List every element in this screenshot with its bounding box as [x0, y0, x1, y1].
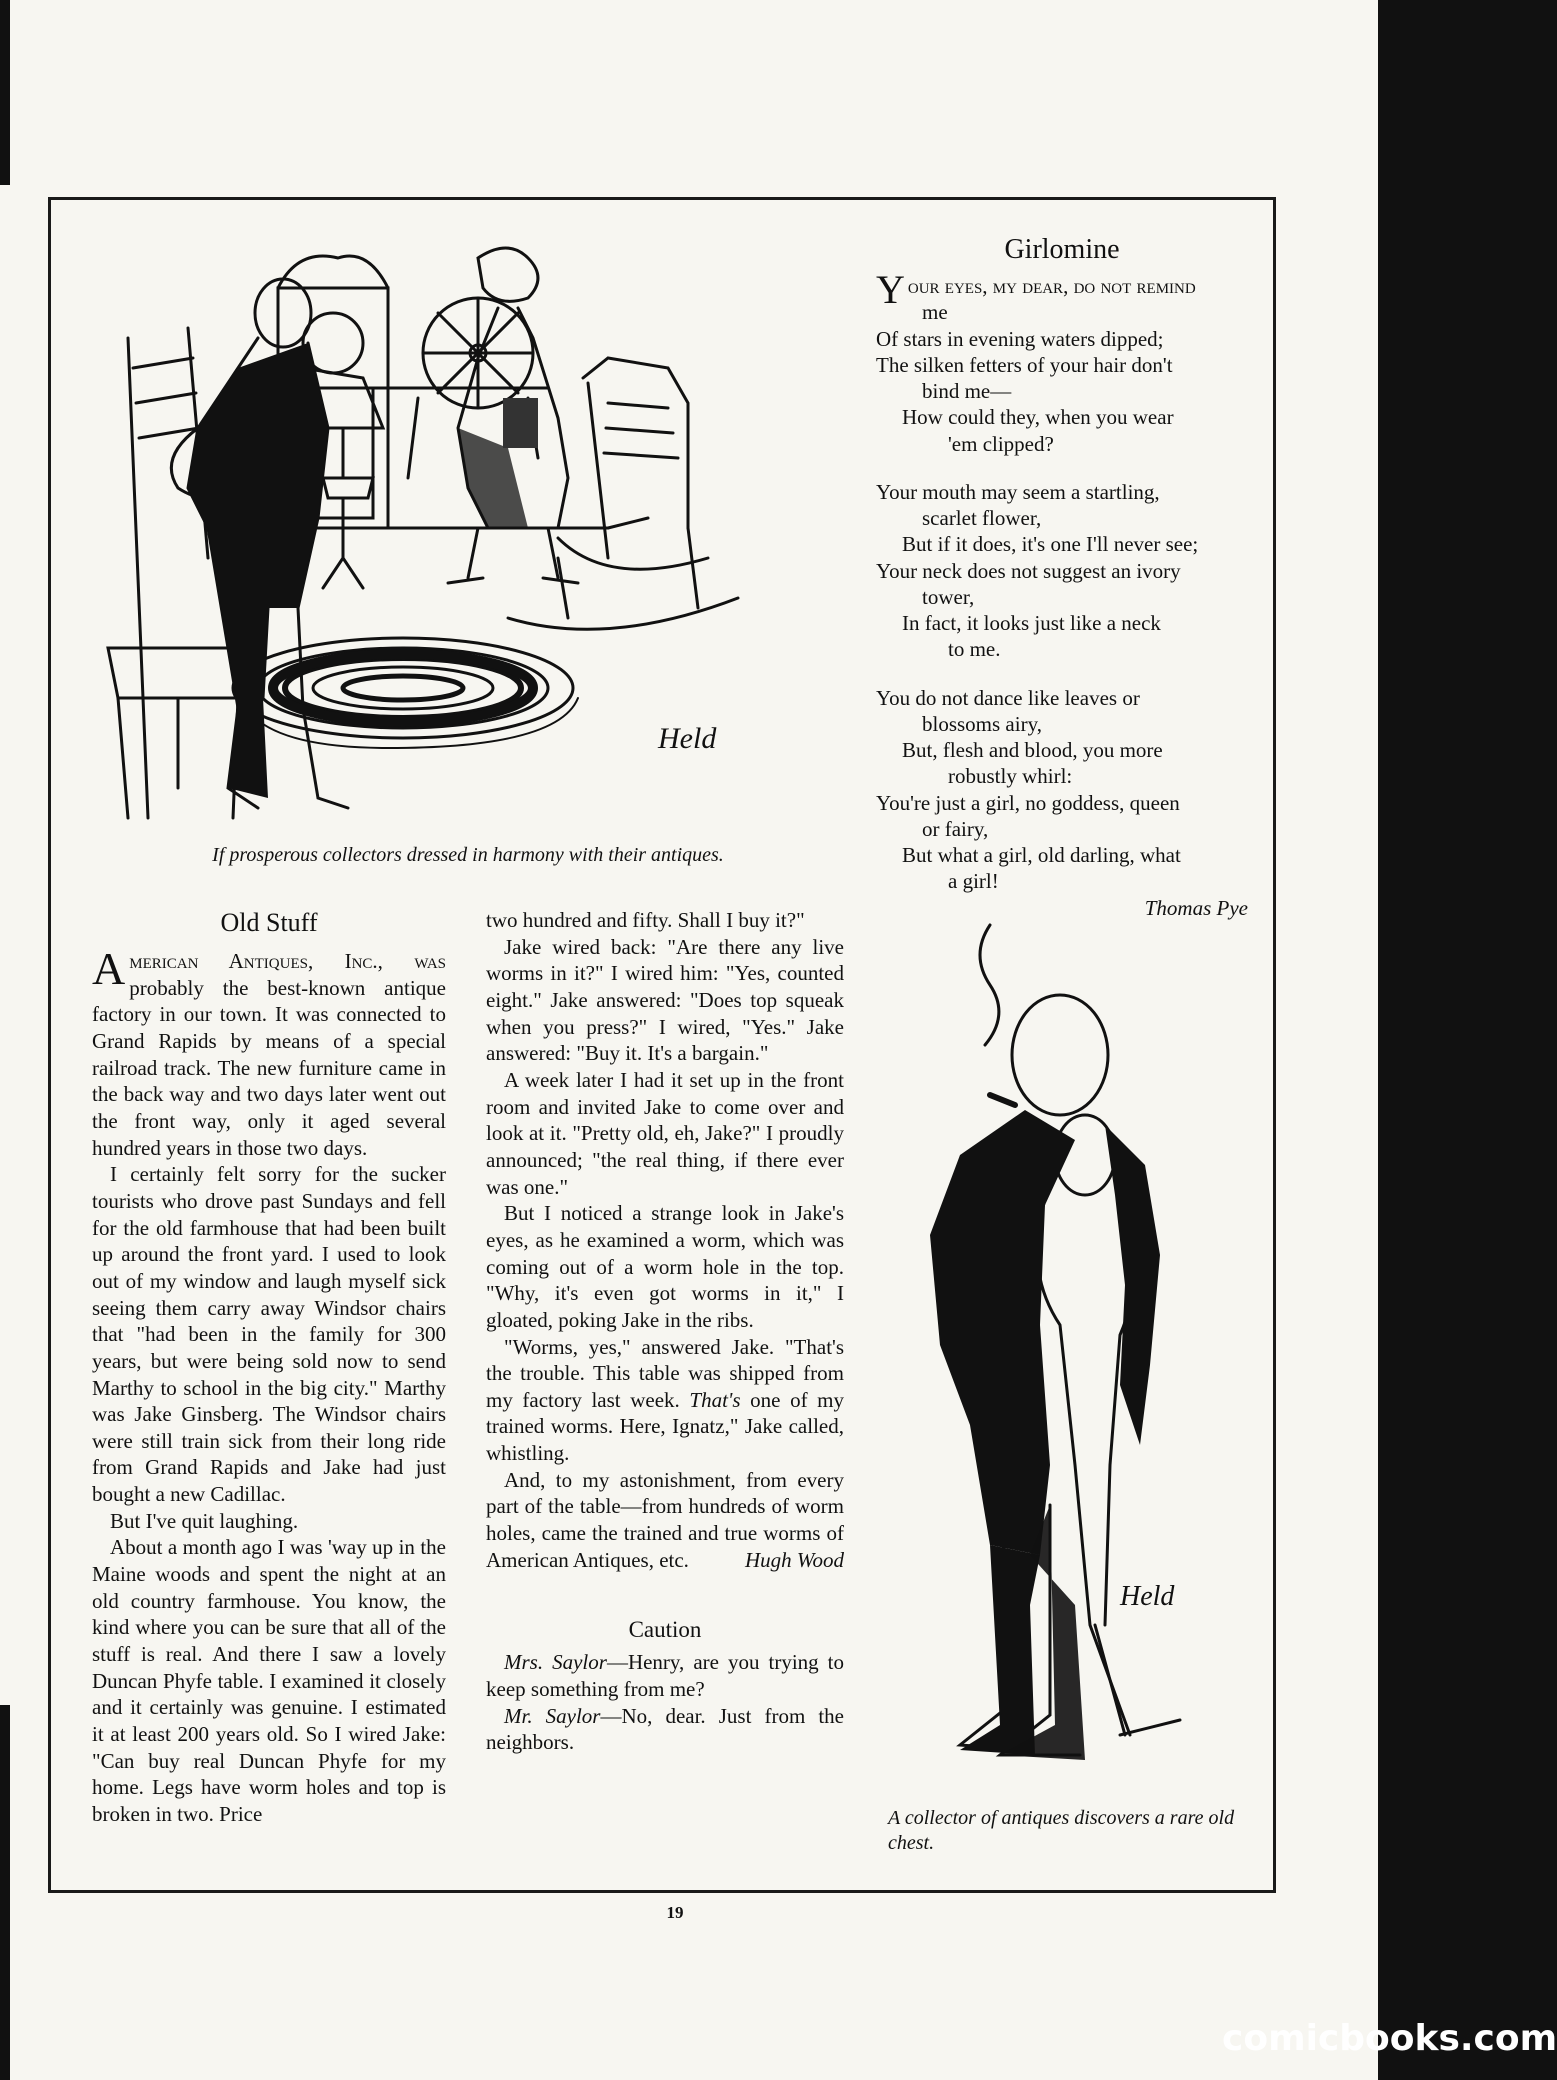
article-column-2 — [486, 907, 844, 1573]
poem-stanza — [876, 685, 1248, 895]
article-opening-paragraph — [92, 943, 446, 1161]
article-para-5: Jake wired back: "Are there any live worms in it?" I wired him: "Yes, counted eight." Jake answered: "Does top squeak when you press?" I wired, "Yes." Jake answered: "Buy it. It's a bargain." — [486, 934, 844, 1066]
poem-stanza — [876, 267, 1248, 457]
poem-line: bind me— — [922, 379, 1012, 403]
article-para-9 — [486, 1467, 844, 1574]
poem-line: How could they, when you wear — [902, 405, 1174, 430]
poem-line: scarlet flower, — [922, 506, 1042, 530]
illustration-collectors-room — [88, 228, 820, 828]
poem-line: But if it does, it's one I'll never see; — [902, 532, 1199, 557]
article-old-stuff-col2 — [486, 907, 844, 1756]
poem-line — [876, 267, 1248, 312]
worms-text-b: one of my trained worms. Here, Ignatz," Jake called, whistling. — [486, 1387, 844, 1466]
caution-text-2: —No, dear. Just from the neighbors. — [486, 1703, 845, 1755]
article-para-3: But I've quit laughing. — [110, 1508, 299, 1533]
poem-girlomine — [876, 232, 1248, 921]
watermark: comicbooks.com — [1222, 2018, 1557, 2059]
article-para-6: A week later I had it set up in the front room and invited Jake to come over and look at it. "Pretty old, eh, Jake?" I proudly announced; "the real thing, if there ever was one." — [486, 1067, 844, 1199]
poem-line: me — [922, 300, 948, 325]
poem-line: 'em clipped? — [948, 431, 1054, 456]
caution-speaker-1: Mrs. Saylor — [504, 1650, 607, 1675]
poem-line: a girl! — [948, 869, 999, 894]
article-para-2: I certainly felt sorry for the sucker tourists who drove past Sundays and fell for the old farmhouse that had been built up around the front yard. I used to look out of my window and laugh myself sick seeing them carry away Windsor chairs that "had been in the family for 300 years, but were being sold now to send Marthy to school in the big city." Marthy was Jake Ginsberg. The Windsor chairs were still train sick from their long ride from Grand Rapids and Jake had just bought a new Cadillac. — [92, 1162, 446, 1507]
poem-title: Girlomine — [1004, 234, 1120, 265]
cartoon-collector-drawing — [88, 228, 820, 828]
caution-line-1 — [486, 1649, 844, 1702]
page-number: 19 — [666, 1903, 684, 1922]
caution-line-2 — [486, 1703, 844, 1756]
artist-signature-2: Held — [1120, 1581, 1175, 1612]
article-para-7: But I noticed a strange look in Jake's eyes, as he examined a worm, which was coming out of a worm hole in the top. "Why, it's even got worms in it," I gloated, poking Jake in the ribs. — [486, 1201, 844, 1332]
article-author: Hugh Wood — [745, 1547, 844, 1572]
caution-text-1: —Henry, are you trying to keep something from me? — [486, 1650, 844, 1702]
worms-italic: That's — [689, 1387, 741, 1412]
article-smallcaps-opening: merican Antiques, Inc., was — [129, 949, 446, 973]
poem-stanza — [876, 479, 1248, 663]
top-illustration-caption: If prosperous collectors dressed in harmony with their antiques. — [212, 844, 724, 866]
cartoon-man-with-woman-drawing — [880, 905, 1260, 1795]
poem-dropcap: Y — [876, 267, 905, 312]
poem-line: You do not dance like leaves or — [876, 685, 1140, 710]
poem-author-name: Thomas Pye — [1144, 895, 1248, 920]
illustration-collector-chest — [880, 905, 1260, 1795]
poem-line: You're just a girl, no goddess, queen — [876, 790, 1180, 815]
poem-line: In fact, it looks just like a neck — [902, 611, 1161, 635]
poem-line: robustly whirl: — [948, 764, 1073, 789]
poem-body — [876, 267, 1248, 895]
poem-line: Your mouth may seem a startling, — [876, 479, 1160, 504]
poem-line: blossoms airy, — [922, 711, 1042, 736]
joke-caution — [486, 1617, 844, 1756]
poem-line: or fairy, — [922, 816, 989, 841]
caution-body — [486, 1649, 844, 1756]
poem-line: But what a girl, old darling, what — [902, 843, 1181, 867]
poem-line: Of stars in evening waters dipped; — [876, 326, 1164, 351]
article-old-stuff-col1 — [92, 908, 446, 1828]
poem-line: tower, — [922, 584, 975, 609]
article-title: Old Stuff — [220, 908, 318, 937]
article-dropcap: A — [92, 943, 126, 994]
caution-speaker-2: Mr. Saylor — [504, 1703, 601, 1728]
article-para-4: About a month ago I was 'way up in the Maine woods and spent the night at an old country farmhouse. You know, the kind where you can be sure that all of the stuff is real. And there I saw a lovely Duncan Phyfe table. I examined it closely and it certainly was genuine. I estimated it at least 200 years old. So I wired Jake: "Can buy real Duncan Phyfe for my home. Legs have worm holes and top is broken in two. Price — [92, 1535, 446, 1826]
artist-signature: Held — [658, 722, 717, 755]
poem-line: to me. — [948, 637, 1001, 662]
poem-line: The silken fetters of your hair don't — [876, 352, 1173, 377]
right-illustration-caption: A collector of antiques discovers a rare old chest. — [888, 1807, 1235, 1854]
poem-line: But, flesh and blood, you more — [902, 738, 1163, 762]
article-column-1 — [92, 943, 446, 1828]
article-para-8 — [486, 1334, 844, 1467]
article-last-text: And, to my astonishment, from every part of the table—from hundreds of worm holes, came the trained and true worms of American Antiques, etc. — [486, 1467, 844, 1572]
caution-title: Caution — [628, 1617, 702, 1643]
poem-line: Your neck does not suggest an ivory — [876, 558, 1181, 583]
poem-line-text: our eyes, my dear, do not remind — [907, 274, 1196, 298]
article-continuation: two hundred and fifty. Shall I buy it?" — [486, 908, 805, 932]
worms-text-a: "Worms, yes," answered Jake. "That's the trouble. This table was shipped from my factory last week. — [486, 1334, 844, 1412]
article-para-1: probably the best-known antique factory in our town. It was connected to Grand Rapids by means of a special railroad track. The new furniture came in the back way and two days later went out the front way, only it aged several hundred years in those two days. — [92, 975, 446, 1160]
